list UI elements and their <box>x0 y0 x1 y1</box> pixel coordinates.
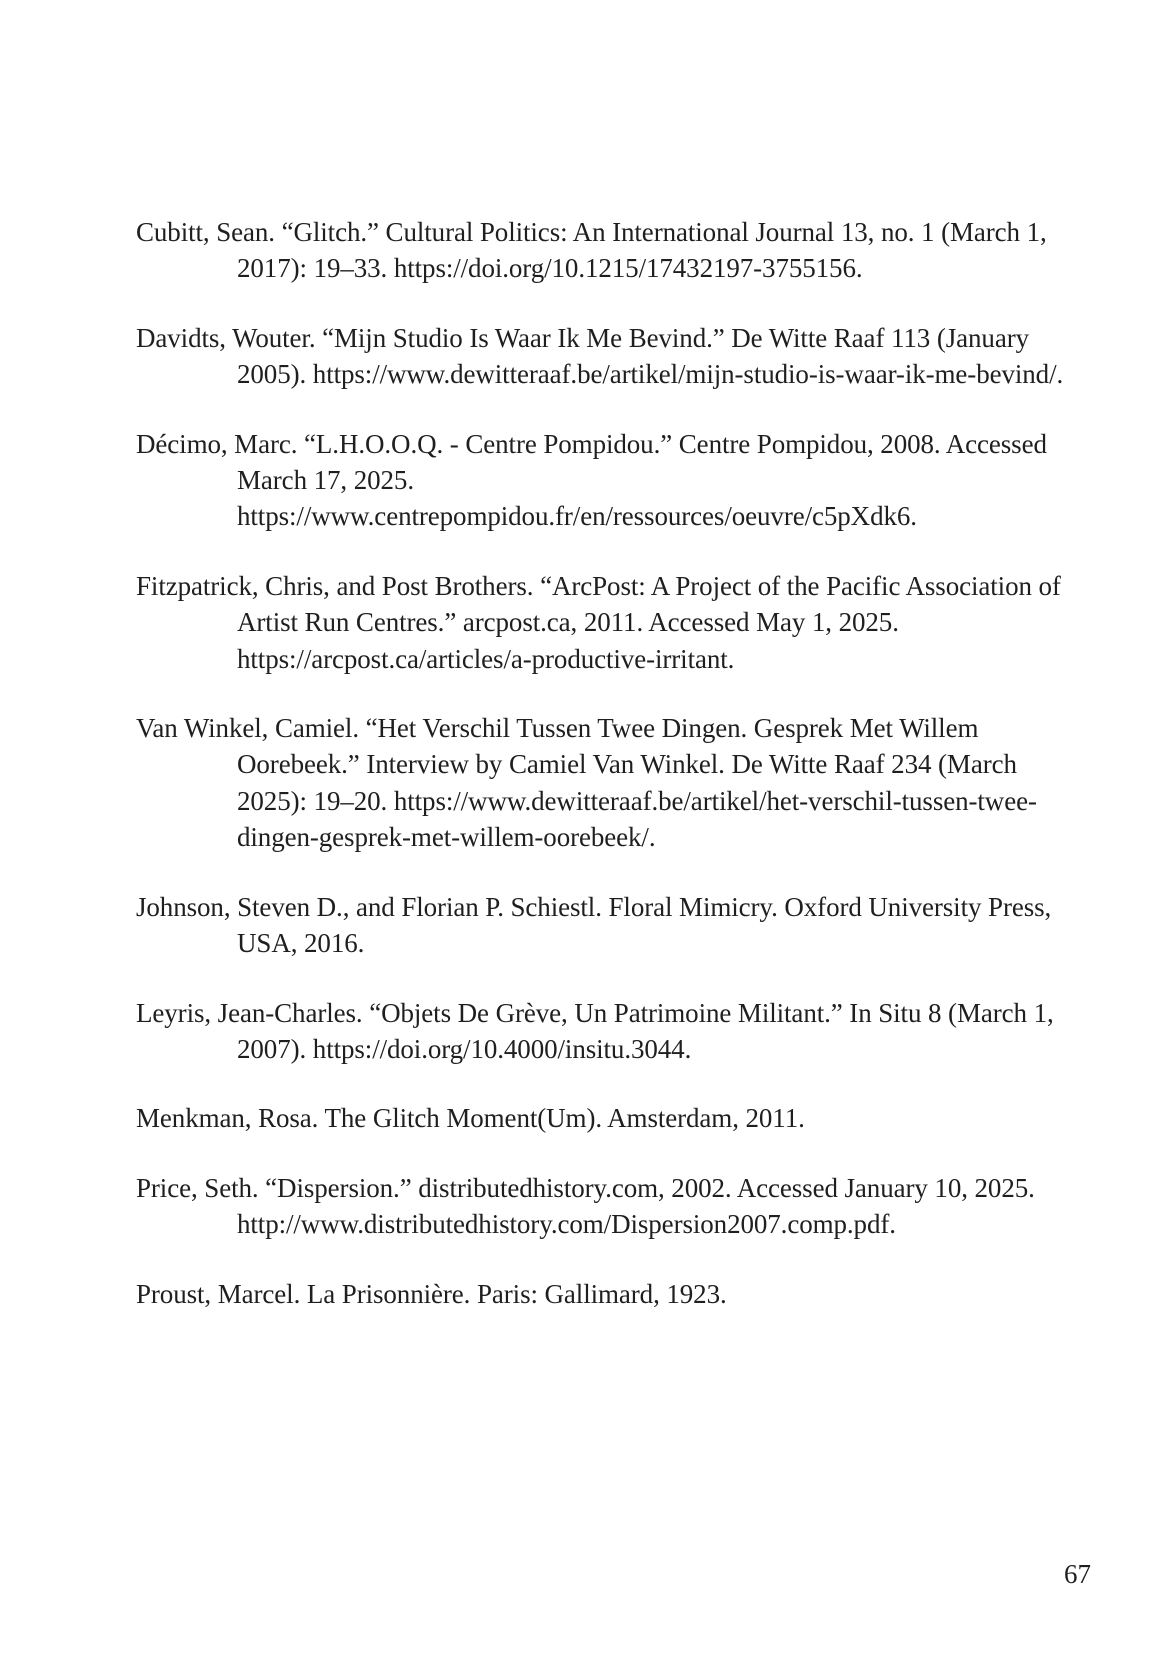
bibliography-entry: Décimo, Marc. “L.H.O.O.Q. - Centre Pompidou.” Centre Pompidou, 2008. Accessed March 17, 2025. https://www.centrepompidou.fr/en/ressources/oeuvre/c5pXdk6. <box>136 428 1047 532</box>
bibliography-entry: Leyris, Jean-Charles. “Objets De Grève, Un Patrimoine Militant.” In Situ 8 (March 1, 2007). https://doi.org/10.4000/insitu.3044. <box>136 997 1054 1064</box>
bibliography-entry: Johnson, Steven D., and Florian P. Schiestl. Floral Mimicry. Oxford University Press, USA, 2016. <box>136 891 1052 959</box>
page-number: 67 <box>1064 1559 1091 1589</box>
bibliography-entry: Davidts, Wouter. “Mijn Studio Is Waar Ik Me Bevind.” De Witte Raaf 113 (January 2005). https://www.dewitteraaf.be/artikel/mijn-studio-is-waar-ik-me-bevind/. <box>136 322 1064 390</box>
bibliography-entry: Price, Seth. “Dispersion.” distributedhistory.com, 2002. Accessed January 10, 2025. http://www.distributedhistory.com/Dispersion2007.comp.pdf. <box>136 1172 1035 1240</box>
bibliography-entry: Van Winkel, Camiel. “Het Verschil Tussen Twee Dingen. Gesprek Met Willem Oorebeek.” Interview by Camiel Van Winkel. De Witte Raaf 234 (March 2025): 19–20. https://www.dewitteraaf.be/artikel/het-verschil-tussen-twee-dingen-gesprek-met-willem-oorebeek/. <box>136 713 1037 853</box>
bibliography-entry: Menkman, Rosa. The Glitch Moment(Um). Amsterdam, 2011. <box>136 1103 805 1134</box>
bibliography-list <box>136 214 1068 1345</box>
bibliography-entry: Cubitt, Sean. “Glitch.” Cultural Politics: An International Journal 13, no. 1 (March 1, 2017): 19–33. https://doi.org/10.1215/17432197-3755156. <box>136 217 1047 284</box>
bibliography-entry: Fitzpatrick, Chris, and Post Brothers. “ArcPost: A Project of the Pacific Association of Artist Run Centres.” arcpost.ca, 2011. Accessed May 1, 2025. https://arcpost.ca/articles/a-productive-irritant. <box>136 570 1061 674</box>
bibliography-entry: Proust, Marcel. La Prisonnière. Paris: Gallimard, 1923. <box>136 1278 727 1309</box>
